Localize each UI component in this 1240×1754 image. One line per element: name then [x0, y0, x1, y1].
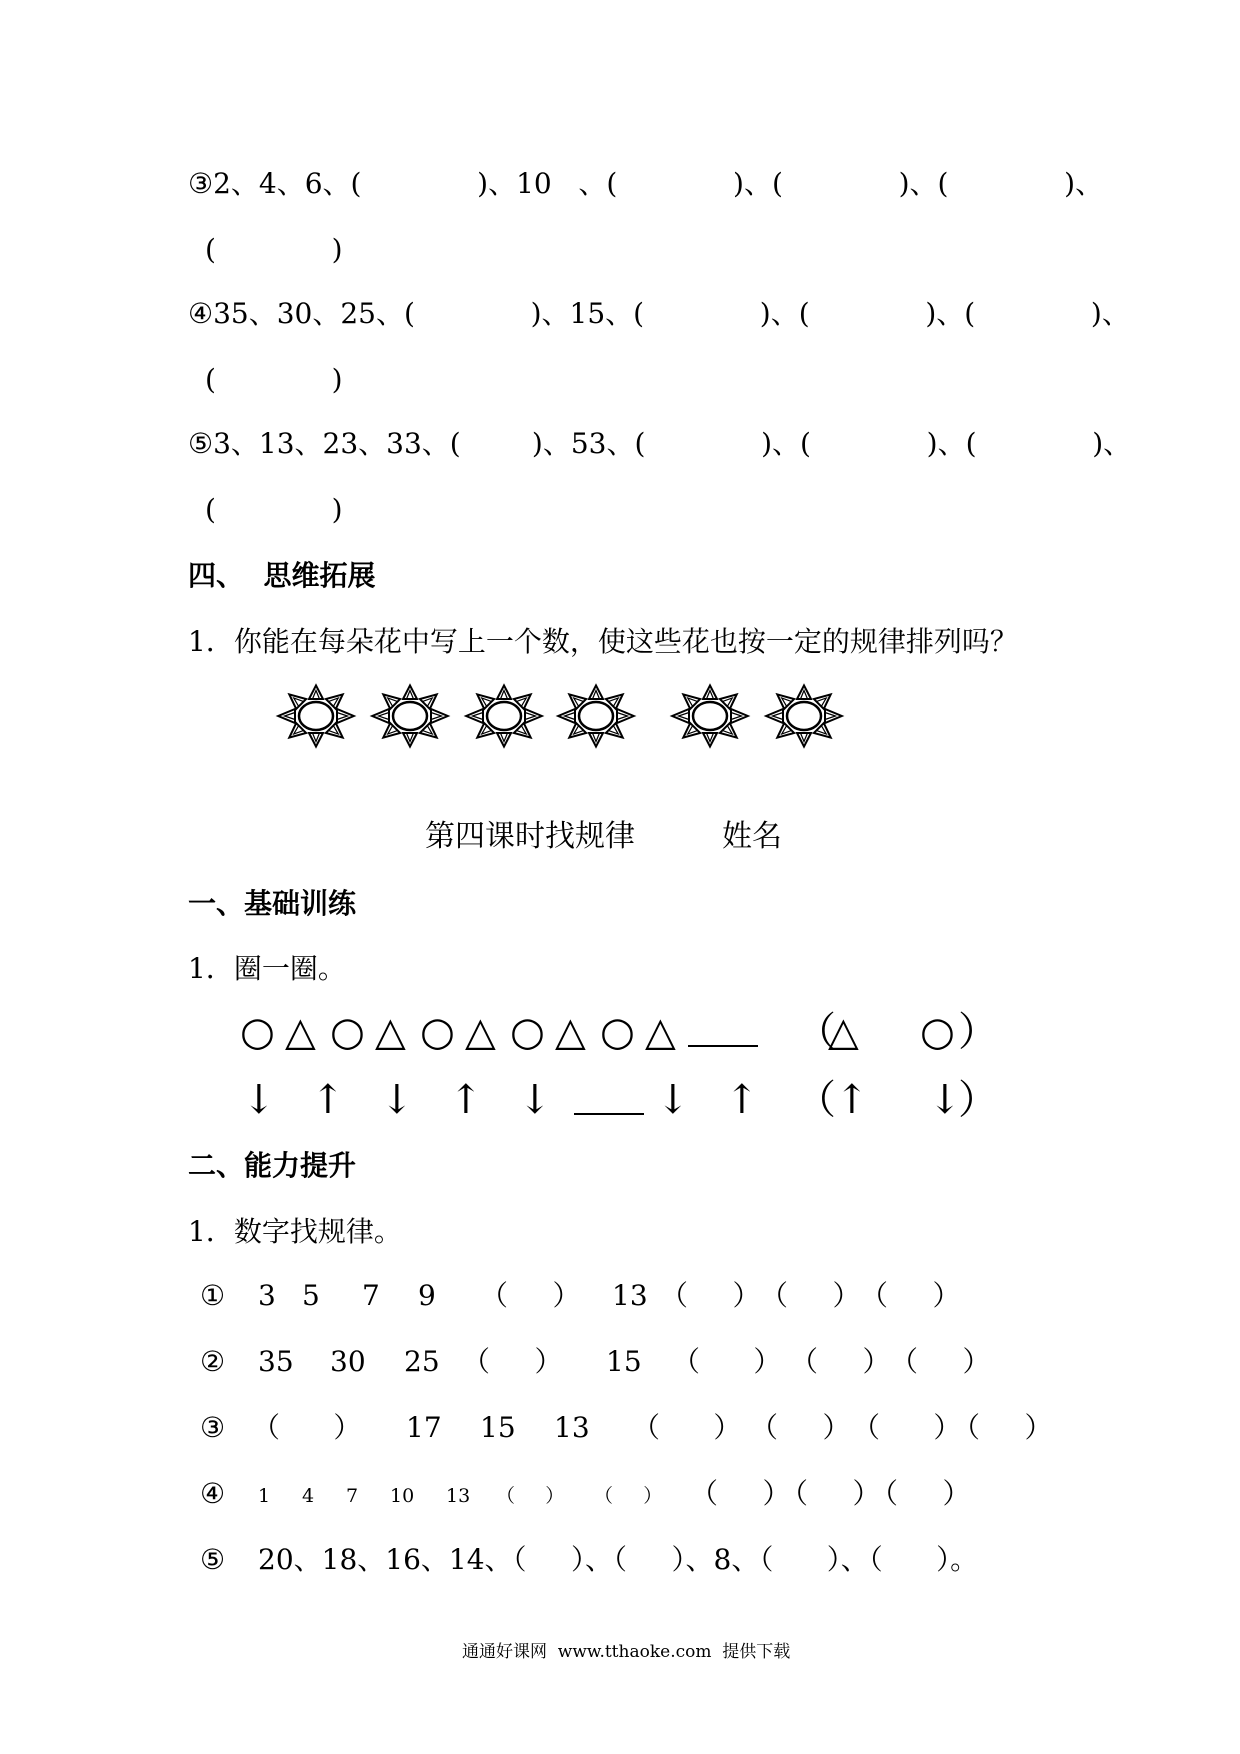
arrow-choice-a: ↑ — [835, 1077, 869, 1123]
shape-5: ○ — [420, 1009, 455, 1055]
row1-blank[interactable]: （ ） — [760, 1279, 861, 1312]
row1-mark: ① — [200, 1279, 226, 1312]
row4-blank[interactable]: （ ） — [496, 1485, 565, 1507]
row4-blank[interactable]: （ ） — [870, 1477, 971, 1510]
shape-10: △ — [645, 1009, 676, 1055]
shape-8: △ — [555, 1009, 586, 1055]
row1-blank[interactable]: （ ） — [660, 1279, 761, 1312]
petal — [766, 709, 783, 723]
q4-tail: ( ) — [205, 363, 343, 396]
flower-center — [787, 702, 821, 730]
row2-item: 35 — [258, 1345, 294, 1378]
row4-item: 1 — [258, 1485, 271, 1507]
q3-line: ③2、4、6、( )、10 、( )、( )、( )、 — [188, 167, 1104, 200]
row1-blank[interactable]: （ ） — [480, 1279, 581, 1312]
q3-tail: ( ) — [205, 233, 343, 266]
name-label: 姓名 — [722, 819, 782, 854]
row2-item: 30 — [330, 1345, 366, 1378]
flower-center — [299, 702, 333, 730]
lesson-title: 第四课时找规律 — [425, 819, 635, 854]
section1-q1: 1．圈一圈。 — [188, 952, 346, 985]
petal — [337, 709, 354, 723]
petal — [558, 709, 575, 723]
petal — [589, 685, 603, 699]
petal — [278, 709, 295, 723]
arrow-choice-close: ） — [958, 1077, 998, 1123]
row4-item: 7 — [346, 1485, 359, 1507]
shape-6: △ — [465, 1009, 496, 1055]
flower-center — [393, 702, 427, 730]
shape-3: ○ — [330, 1009, 365, 1055]
section4-heading: 四、 思维拓展 — [188, 559, 376, 592]
flower-center — [579, 702, 613, 730]
petal — [703, 685, 717, 699]
shape-4: △ — [375, 1009, 406, 1055]
shape-2: △ — [285, 1009, 316, 1055]
arrow-7: ↑ — [725, 1077, 759, 1123]
sun-flower-icon[interactable] — [554, 679, 638, 753]
arrow-1: ↓ — [242, 1077, 276, 1123]
row1-item: 9 — [418, 1279, 436, 1312]
row3-mark: ③ — [200, 1411, 226, 1444]
petal — [466, 709, 483, 723]
arrow-6: ↓ — [656, 1077, 690, 1123]
arrow-answer-blank[interactable] — [574, 1113, 644, 1115]
row5-mark: ⑤ — [200, 1543, 226, 1576]
shape-9: ○ — [600, 1009, 635, 1055]
row1-item: 3 — [258, 1279, 276, 1312]
petal — [797, 733, 811, 747]
row3-item: 17 — [406, 1411, 442, 1444]
row1-item: 13 — [612, 1279, 648, 1312]
petal — [403, 733, 417, 747]
row4-blank[interactable]: （ ） — [594, 1485, 663, 1507]
q5-tail: ( ) — [205, 493, 343, 526]
shape-choice-b: ○ — [920, 1009, 955, 1055]
shape-choice-open: （ — [796, 1009, 836, 1055]
arrow-choice-open: （ — [796, 1077, 836, 1123]
row3-item: 13 — [554, 1411, 590, 1444]
shape-choice-a: △ — [828, 1009, 859, 1055]
row4-mark: ④ — [200, 1477, 226, 1510]
petal — [703, 733, 717, 747]
row1-item: 7 — [362, 1279, 380, 1312]
petal — [497, 685, 511, 699]
row3-blank[interactable]: （ ） — [952, 1411, 1053, 1444]
shape-choice-close: ） — [958, 1009, 998, 1055]
row5-text: 20、18、16、14、（ ）、（ ）、8、（ ）、（ ）。 — [258, 1543, 979, 1576]
petal — [731, 709, 748, 723]
arrow-choice-b: ↓ — [928, 1077, 962, 1123]
row3-blank[interactable]: （ ） — [252, 1411, 362, 1444]
row2-item: 25 — [404, 1345, 440, 1378]
row2-mark: ② — [200, 1345, 226, 1378]
row4-blank[interactable]: （ ） — [780, 1477, 881, 1510]
petal — [431, 709, 448, 723]
row2-item: 15 — [606, 1345, 642, 1378]
petal — [589, 733, 603, 747]
footer-credit: 通通好课网 www.tthaoke.com 提供下载 — [462, 1642, 791, 1662]
row1-item: 5 — [302, 1279, 320, 1312]
row4-blank[interactable]: （ ） — [690, 1477, 791, 1510]
section1-heading: 一、基础训练 — [188, 887, 357, 920]
petal — [825, 709, 842, 723]
row4-item: 4 — [302, 1485, 315, 1507]
sun-flower-icon[interactable] — [668, 679, 752, 753]
shape-7: ○ — [510, 1009, 545, 1055]
row3-blank[interactable]: （ ） — [750, 1411, 851, 1444]
section2-heading: 二、能力提升 — [188, 1149, 357, 1182]
arrow-5: ↓ — [518, 1077, 552, 1123]
sun-flower-icon[interactable] — [274, 679, 358, 753]
q4-line: ④35、30、25、( )、15、( )、( )、( )、 — [188, 297, 1130, 330]
arrow-3: ↓ — [380, 1077, 414, 1123]
row3-blank[interactable]: （ ） — [852, 1411, 962, 1444]
row4-item: 10 — [390, 1485, 415, 1507]
sun-flower-icon[interactable] — [762, 679, 846, 753]
petal — [403, 685, 417, 699]
row2-blank[interactable]: （ ） — [462, 1345, 563, 1378]
petal — [672, 709, 689, 723]
sun-flower-icon[interactable] — [368, 679, 452, 753]
section4-q1: 1．你能在每朵花中写上一个数，使这些花也按一定的规律排列吗？ — [188, 625, 1018, 658]
row1-blank[interactable]: （ ） — [860, 1279, 961, 1312]
petal — [309, 685, 323, 699]
petal — [309, 733, 323, 747]
section2-q1: 1．数字找规律。 — [188, 1215, 402, 1248]
flower-center — [487, 702, 521, 730]
q5-line: ⑤3、13、23、33、( )、53、( )、( )、( )、 — [188, 427, 1132, 460]
row3-blank[interactable]: （ ） — [632, 1411, 742, 1444]
row4-item: 13 — [446, 1485, 471, 1507]
row2-blank[interactable]: （ ） — [790, 1345, 891, 1378]
petal — [525, 709, 542, 723]
flower-center — [693, 702, 727, 730]
petal — [797, 685, 811, 699]
petal — [617, 709, 634, 723]
row3-item: 15 — [480, 1411, 516, 1444]
petal — [497, 733, 511, 747]
shape-1: ○ — [240, 1009, 275, 1055]
row2-blank[interactable]: （ ） — [890, 1345, 991, 1378]
arrow-2: ↑ — [311, 1077, 345, 1123]
shape-answer-blank[interactable] — [688, 1045, 758, 1047]
sun-flower-icon[interactable] — [462, 679, 546, 753]
row2-blank[interactable]: （ ） — [672, 1345, 782, 1378]
arrow-4: ↑ — [449, 1077, 483, 1123]
petal — [372, 709, 389, 723]
